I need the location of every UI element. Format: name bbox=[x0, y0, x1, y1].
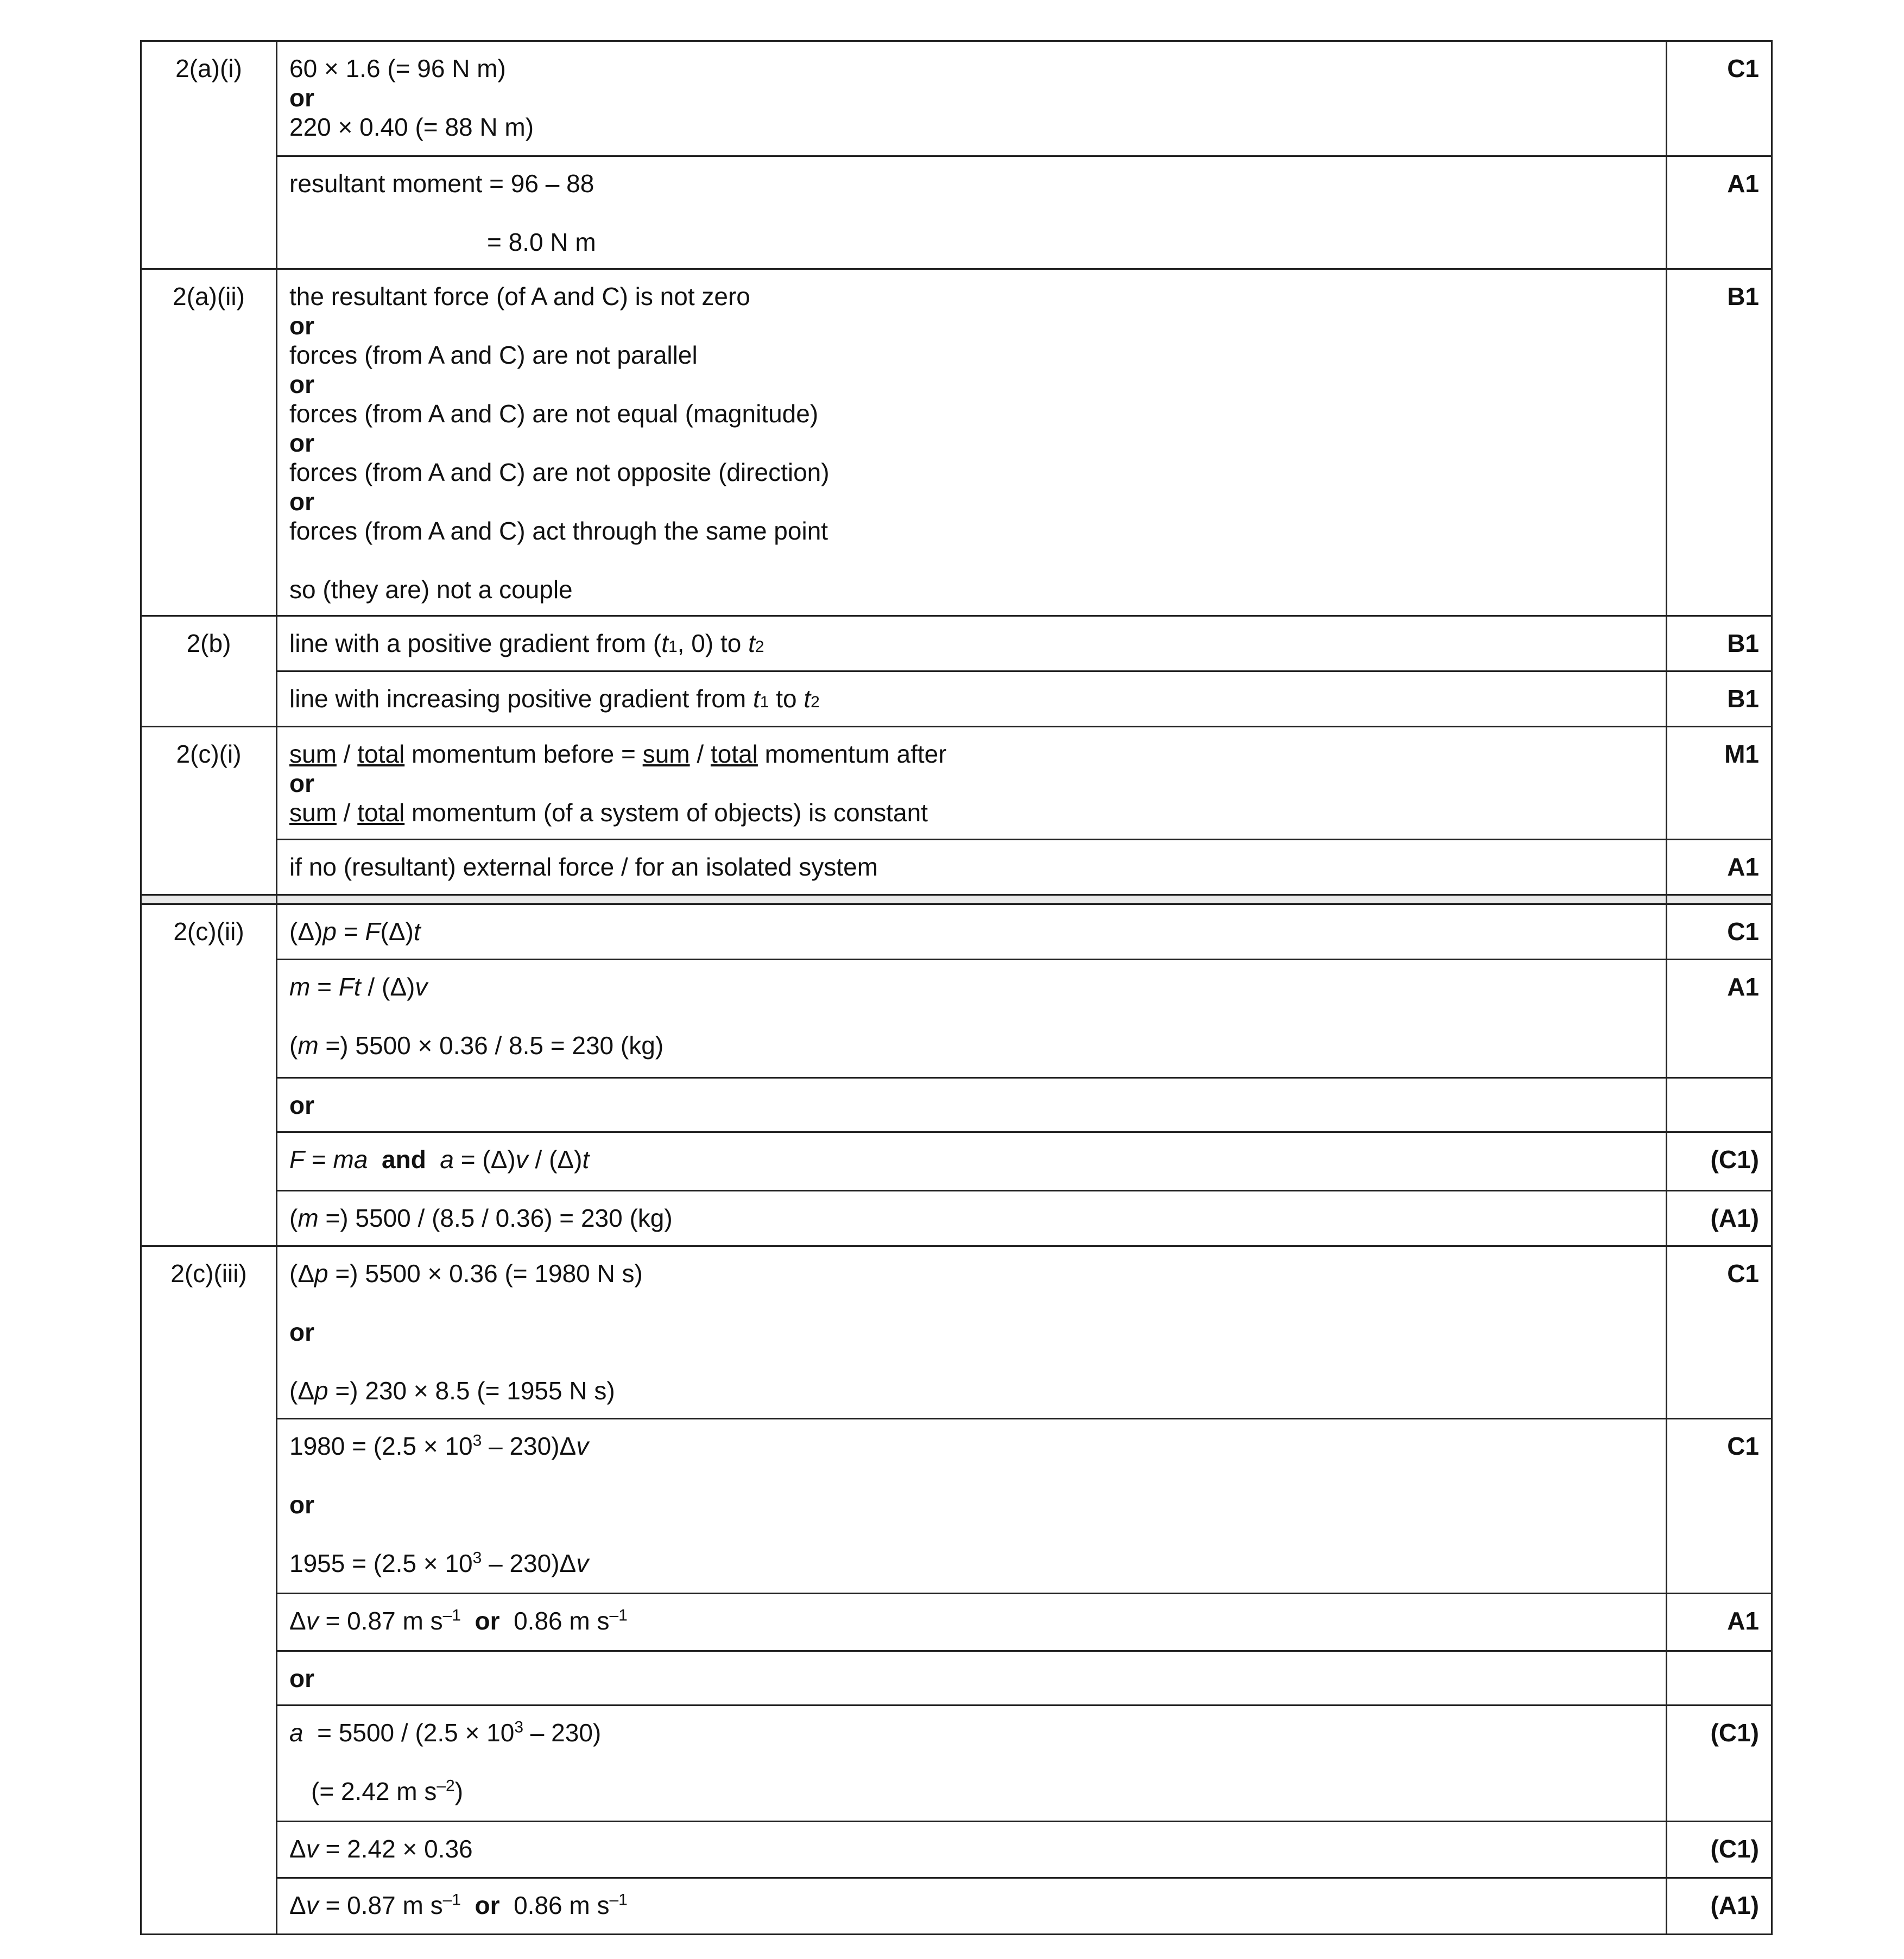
table-row bbox=[141, 269, 1772, 616]
answer-cell: $1980 = (2.5 \times 10^3 - 230)\Delta v$ or $1955 = (2.5 \times 10^3 - 230)\Delta v$ bbox=[277, 1419, 1667, 1594]
question-number: 2(c)(i) bbox=[141, 727, 277, 895]
table-row bbox=[141, 1651, 1772, 1706]
answer-cell: (Δp =) 5500 × 0.36 (= 1980 N s) or (Δp =) 230 × 8.5 (= 1955 N s) bbox=[277, 1246, 1667, 1419]
mark-cell: A1 bbox=[1667, 156, 1772, 269]
mark-cell: A1 bbox=[1667, 960, 1772, 1078]
mark-cell: B1 bbox=[1667, 671, 1772, 727]
answer-cell: 60 × 1.6 (= 96 N m) or 220 × 0.40 (= 88 N m) bbox=[277, 41, 1667, 156]
mark-cell: B1 bbox=[1667, 269, 1772, 616]
table-row bbox=[141, 1706, 1772, 1822]
answer-cell: resultant moment = 96 – 88 = 8.0 N m bbox=[277, 156, 1667, 269]
mark-cell: A1 bbox=[1667, 840, 1772, 895]
table-row bbox=[141, 671, 1772, 727]
question-number: 2(c)(ii) bbox=[141, 904, 277, 1246]
table-row bbox=[141, 616, 1772, 671]
table-row bbox=[141, 1246, 1772, 1419]
mark-cell: C1 bbox=[1667, 41, 1772, 156]
mark-cell bbox=[1667, 1078, 1772, 1132]
table-row bbox=[141, 41, 1772, 156]
mark-cell: (C1) bbox=[1667, 1822, 1772, 1878]
mark-cell: B1 bbox=[1667, 616, 1772, 671]
row-separator bbox=[141, 895, 1772, 904]
table-row bbox=[141, 904, 1772, 960]
answer-cell: F = ma and a = (Δ)v / (Δ)t bbox=[277, 1132, 1667, 1191]
table-row bbox=[141, 1594, 1772, 1651]
mark-cell: A1 bbox=[1667, 1594, 1772, 1651]
mark-cell: (C1) bbox=[1667, 1706, 1772, 1822]
answer-cell: or bbox=[277, 1651, 1667, 1706]
table-row bbox=[141, 840, 1772, 895]
answer-cell: m = Ft / (Δ)v (m =) 5500 × 0.36 / 8.5 = 230 (kg) bbox=[277, 960, 1667, 1078]
table-row bbox=[141, 960, 1772, 1078]
table-row bbox=[141, 1822, 1772, 1878]
answer-cell: sum / total momentum before = sum / total momentum after or sum / total momentum (of a system of objects) is constant bbox=[277, 727, 1667, 840]
mark-cell: C1 bbox=[1667, 1246, 1772, 1419]
mark-cell: M1 bbox=[1667, 727, 1772, 840]
answer-cell: $a = 5500 / (2.5 \times 10^3 - 230)$ (= 2.42 m $s^{-2}$) bbox=[277, 1706, 1667, 1822]
mark-cell: C1 bbox=[1667, 1419, 1772, 1594]
table-row bbox=[141, 1078, 1772, 1132]
mark-cell: C1 bbox=[1667, 904, 1772, 960]
answer-cell: line with a positive gradient from (t1, 0) to t2 bbox=[277, 616, 1667, 671]
answer-cell: Δv = 0.87 m $s^{-1}$ or 0.86 m $s^{-1}$ bbox=[277, 1878, 1667, 1935]
table-row bbox=[141, 1419, 1772, 1594]
table-row bbox=[141, 1132, 1772, 1191]
answer-cell: line with increasing positive gradient from t1 to t2 bbox=[277, 671, 1667, 727]
mark-cell: (A1) bbox=[1667, 1191, 1772, 1246]
question-number: 2(b) bbox=[141, 616, 277, 727]
mark-cell: (A1) bbox=[1667, 1878, 1772, 1935]
question-number: 2(c)(iii) bbox=[141, 1246, 277, 1935]
question-number: 2(a)(i) bbox=[141, 41, 277, 269]
answer-cell: (m =) 5500 / (8.5 / 0.36) = 230 (kg) bbox=[277, 1191, 1667, 1246]
table-row bbox=[141, 1191, 1772, 1246]
table-row bbox=[141, 1878, 1772, 1935]
answer-cell: if no (resultant) external force / for an isolated system bbox=[277, 840, 1667, 895]
table-row bbox=[141, 727, 1772, 840]
answer-cell: Δv = 2.42 × 0.36 bbox=[277, 1822, 1667, 1878]
mark-scheme-table bbox=[140, 40, 1773, 1935]
answer-cell: Δv = 0.87 m $s^{-1}$ or 0.86 m $s^{-1}$ bbox=[277, 1594, 1667, 1651]
answer-cell: the resultant force (of A and C) is not zero or forces (from A and C) are not parallel or forces (from A and C) are not equal (magnitude) or forces (from A and C) are not opposite (direction) or forces (from A and C) act through the same point so (they are) not a couple bbox=[277, 269, 1667, 616]
answer-cell: (Δ)p = F(Δ)t bbox=[277, 904, 1667, 960]
question-number: 2(a)(ii) bbox=[141, 269, 277, 616]
table-row bbox=[141, 156, 1772, 269]
mark-cell: (C1) bbox=[1667, 1132, 1772, 1191]
mark-cell bbox=[1667, 1651, 1772, 1706]
answer-cell: or bbox=[277, 1078, 1667, 1132]
